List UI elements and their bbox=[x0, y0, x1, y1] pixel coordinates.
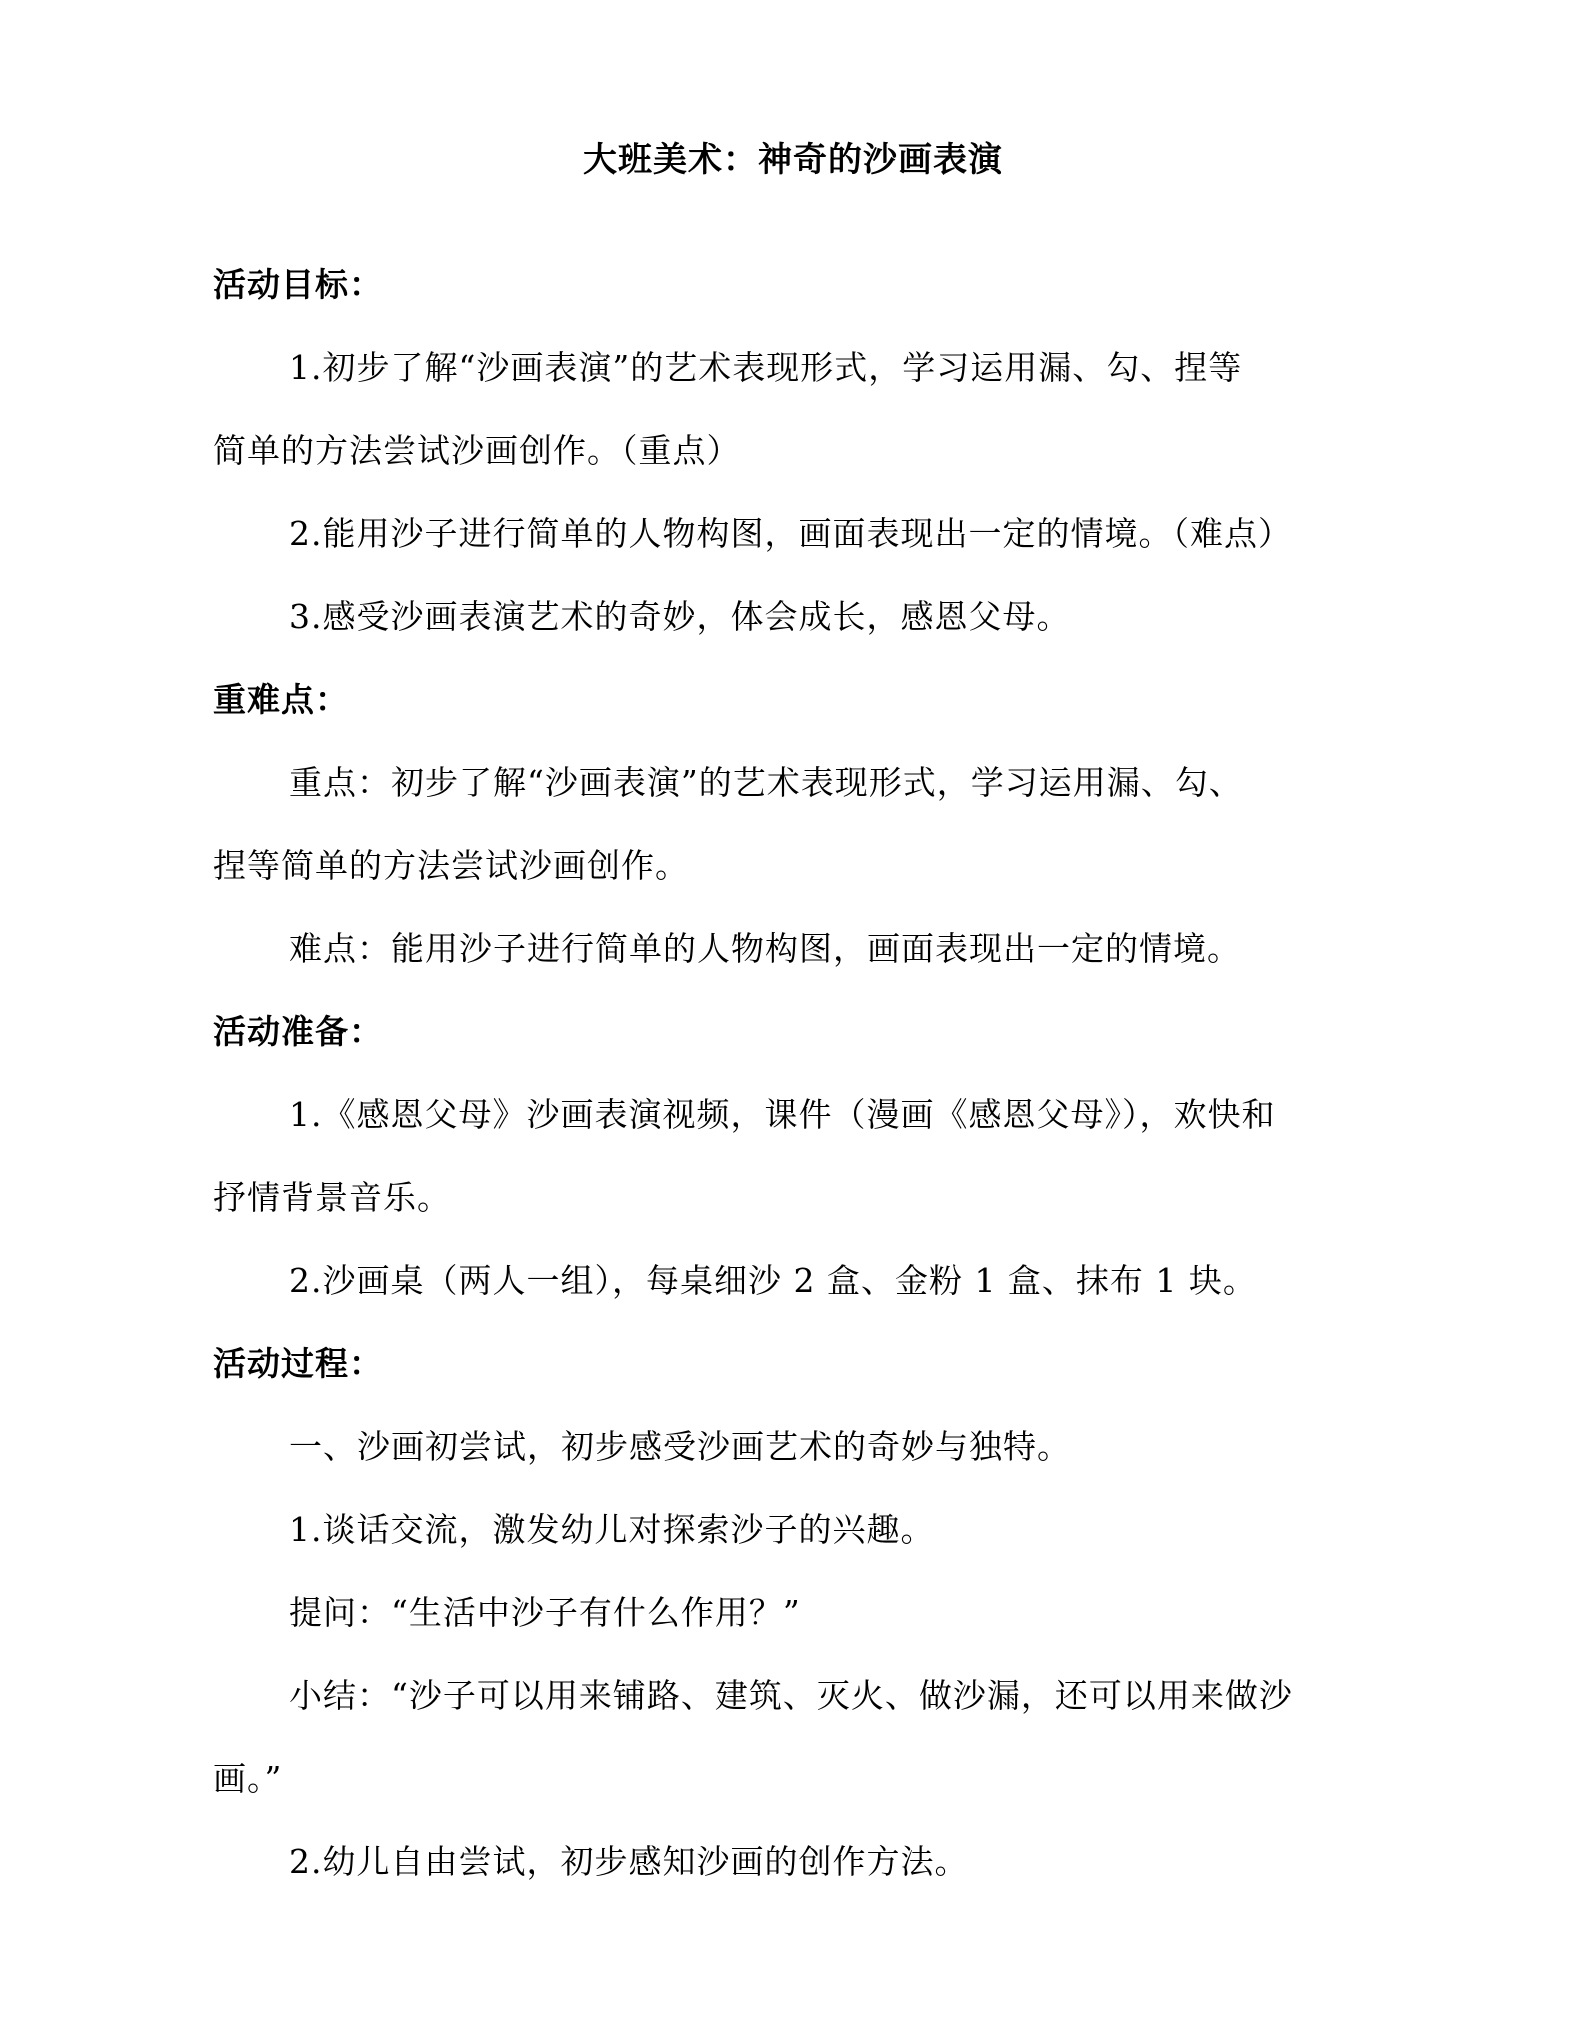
paragraph-line: 2.沙画桌（两人一组），每桌细沙 2 盒、金粉 1 盒、抹布 1 块。 bbox=[289, 1261, 1257, 1300]
paragraph-line: 小结：“沙子可以用来铺路、建筑、灭火、做沙漏，还可以用来做沙 bbox=[289, 1676, 1293, 1715]
paragraph-line: 1.初步了解“沙画表演”的艺术表现形式，学习运用漏、勾、捏等 bbox=[289, 348, 1243, 387]
paragraph-line: 2.能用沙子进行简单的人物构图，画面表现出一定的情境。（难点） bbox=[289, 514, 1292, 553]
paragraph-line: 1.谈话交流，激发幼儿对探索沙子的兴趣。 bbox=[289, 1510, 935, 1549]
paragraph-line: 一、沙画初尝试，初步感受沙画艺术的奇妙与独特。 bbox=[289, 1427, 1071, 1466]
paragraph-line: 捏等简单的方法尝试沙画创作。 bbox=[213, 846, 689, 885]
paragraph-line: 画。” bbox=[213, 1759, 283, 1798]
paragraph-line: 3.感受沙画表演艺术的奇妙，体会成长，感恩父母。 bbox=[289, 597, 1071, 636]
section-heading-key-points: 重难点： bbox=[213, 680, 349, 719]
paragraph-line: 重点：初步了解“沙画表演”的艺术表现形式，学习运用漏、勾、 bbox=[289, 763, 1243, 802]
paragraph-line: 抒情背景音乐。 bbox=[213, 1178, 451, 1217]
paragraph-line: 1.《感恩父母》沙画表演视频，课件（漫画《感恩父母》），欢快和 bbox=[289, 1095, 1276, 1134]
paragraph-line: 难点：能用沙子进行简单的人物构图，画面表现出一定的情境。 bbox=[289, 929, 1241, 968]
section-heading-preparation: 活动准备： bbox=[213, 1012, 383, 1051]
section-heading-goals: 活动目标： bbox=[213, 265, 383, 304]
section-heading-process: 活动过程： bbox=[213, 1344, 383, 1383]
paragraph-line: 简单的方法尝试沙画创作。（重点） bbox=[213, 431, 741, 470]
paragraph-line: 2.幼儿自由尝试，初步感知沙画的创作方法。 bbox=[289, 1842, 969, 1881]
paragraph-line: 提问：“生活中沙子有什么作用？” bbox=[289, 1593, 801, 1632]
document-title: 大班美术：神奇的沙画表演 bbox=[583, 140, 1003, 180]
